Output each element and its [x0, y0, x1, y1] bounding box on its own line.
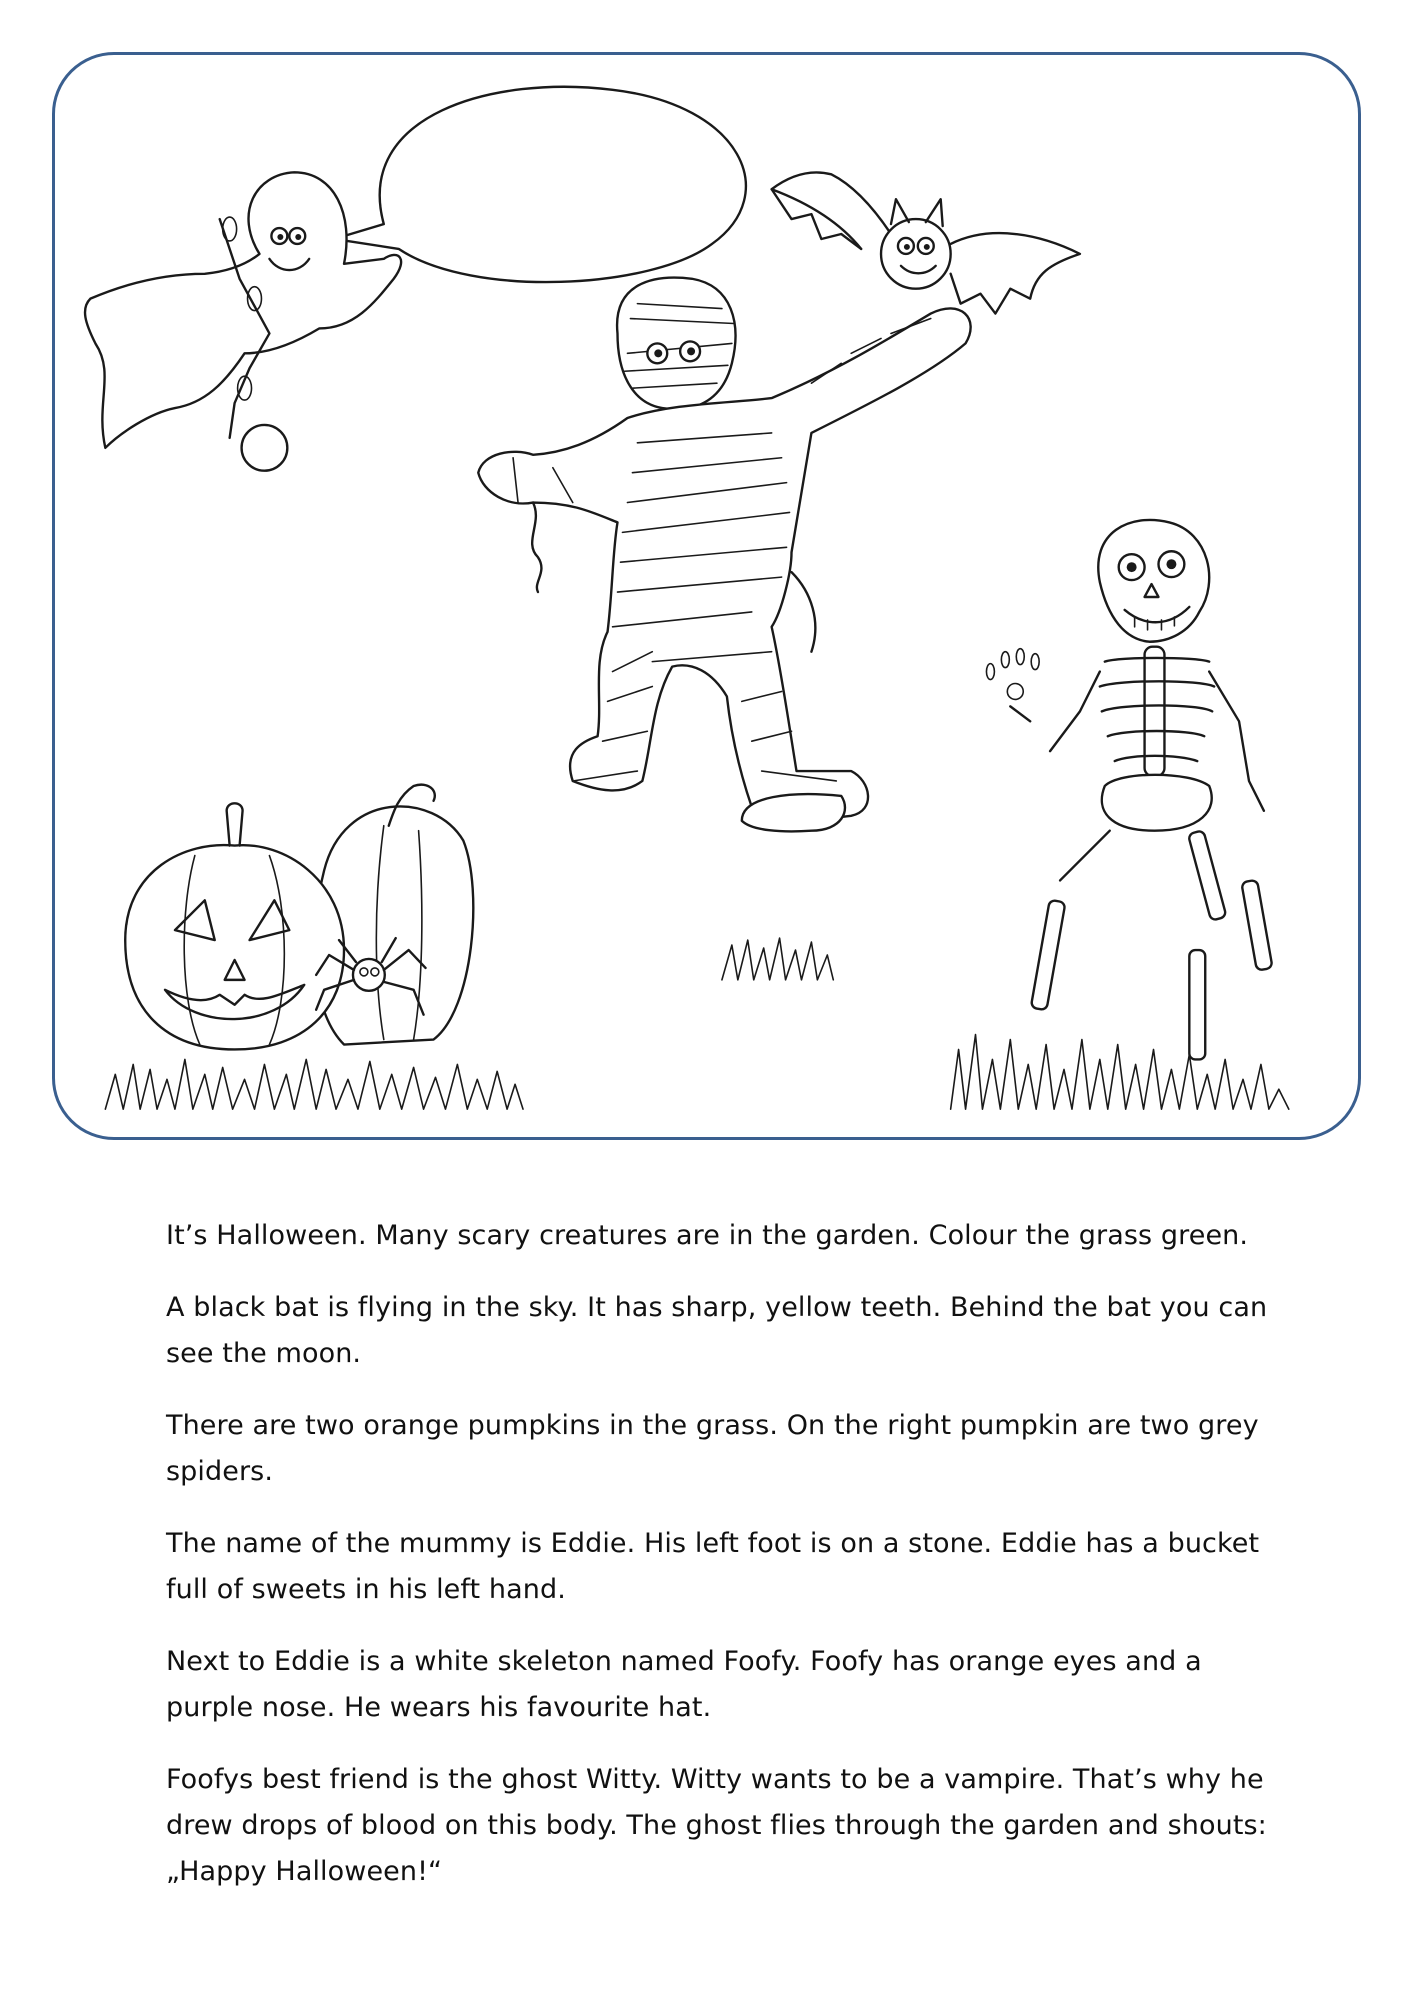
paragraph-intro: It’s Halloween. Many scary creatures are in the garden. Colour the grass green. [166, 1220, 1249, 1251]
story-text [166, 1213, 1286, 1921]
illustration-frame [52, 52, 1361, 1140]
paragraph-mummy: The name of the mummy is Eddie. His left foot is on a stone. Eddie has a bucket full of sweets in his left hand. [166, 1528, 1260, 1605]
paragraph-ghost: Foofys best friend is the ghost Witty. Witty wants to be a vampire. That’s why he drew drops of blood on this body. The ghost flies through the garden and shouts: „Happy Halloween!“ [166, 1764, 1267, 1887]
coloring-illustration [55, 55, 1358, 1137]
bat-icon [772, 172, 1080, 313]
speech-bubble [334, 87, 746, 282]
paragraph-skeleton: Next to Eddie is a white skeleton named Foofy. Foofy has orange eyes and a purple nose. He wears his favourite hat. [166, 1646, 1202, 1723]
skeleton-icon [986, 520, 1272, 1060]
mummy-icon [478, 278, 970, 832]
paragraph-pumpkins: There are two orange pumpkins in the grass. On the right pumpkin are two grey spiders. [166, 1410, 1259, 1487]
ghost-icon [85, 172, 401, 470]
paragraph-bat: A black bat is flying in the sky. It has sharp, yellow teeth. Behind the bat you can see the moon. [166, 1292, 1268, 1369]
